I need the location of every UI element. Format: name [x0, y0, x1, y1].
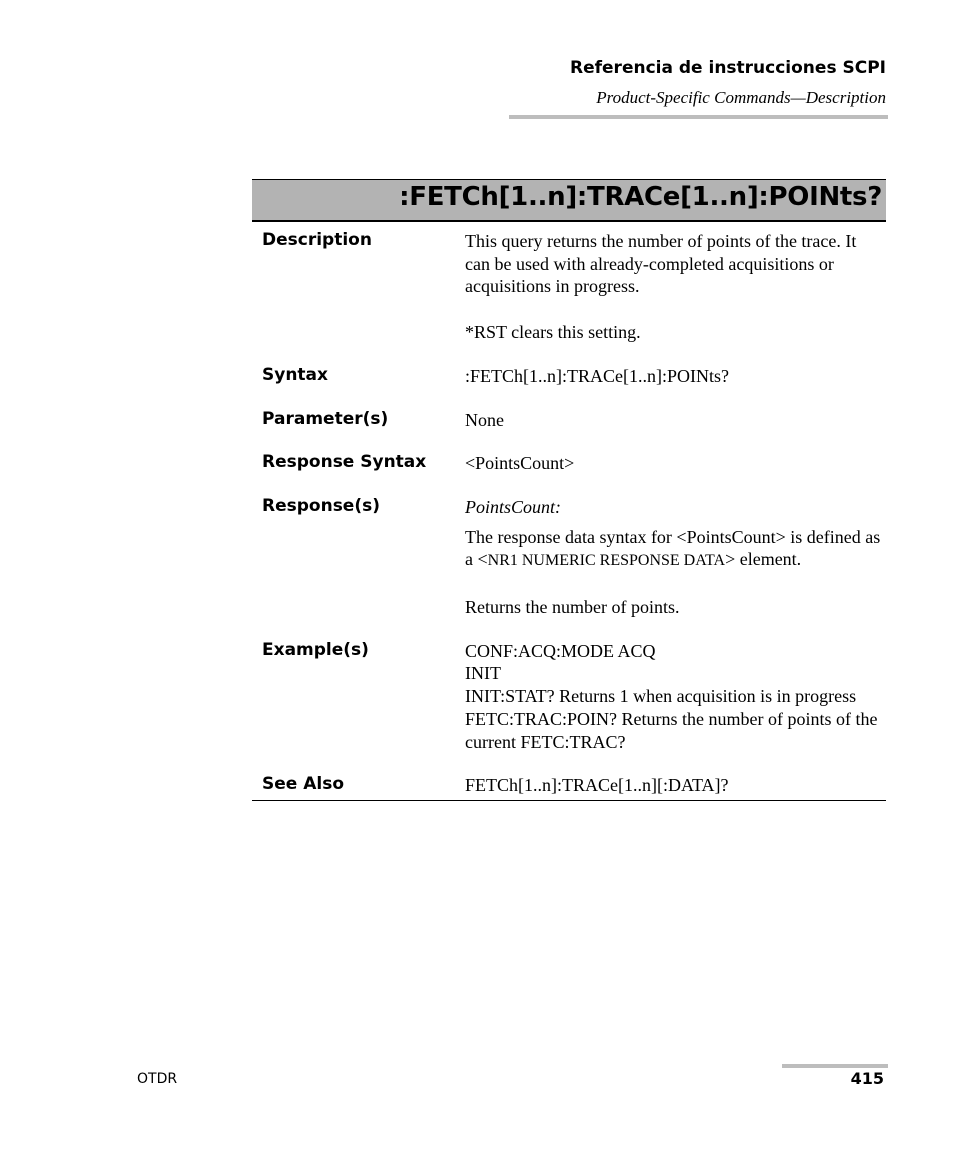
value-description	[465, 222, 881, 344]
response-syntax-text: <PointsCount>	[465, 453, 575, 474]
see-also-link: FETCh[1..n]:TRACe[1..n][:DATA]?	[465, 775, 729, 796]
response-parameter-name: PointsCount:	[465, 496, 562, 517]
label-responses: Response(s)	[262, 495, 380, 516]
row-response-syntax	[252, 444, 886, 475]
row-syntax	[252, 357, 886, 388]
row-see-also	[252, 766, 886, 797]
header-rule	[509, 115, 888, 119]
label-response-syntax: Response Syntax	[262, 452, 427, 473]
row-description	[252, 222, 886, 344]
row-parameters	[252, 401, 886, 432]
command-title-bar	[252, 179, 886, 222]
value-responses	[465, 488, 881, 619]
footer-product-name: OTDR	[137, 1071, 178, 1087]
label-examples: Example(s)	[262, 639, 369, 660]
value-parameters	[465, 401, 881, 432]
example-line: INIT:STAT? Returns 1 when acquisition is in progress	[465, 686, 857, 707]
value-syntax	[465, 357, 881, 388]
parameters-text: None	[465, 409, 504, 430]
footer-rule	[782, 1064, 888, 1068]
running-header-subtitle: Product-Specific Commands—Description	[596, 88, 886, 107]
row-responses	[252, 488, 886, 619]
label-see-also: See Also	[262, 774, 345, 795]
example-line: INIT	[465, 663, 501, 684]
value-examples	[465, 632, 881, 754]
example-line: FETC:TRAC:POIN? Returns the number of points of the current FETC:TRAC?	[465, 708, 878, 752]
running-header-title: Referencia de instrucciones SCPI	[570, 58, 886, 78]
example-line: CONF:ACQ:MODE ACQ	[465, 640, 656, 661]
syntax-text: :FETCh[1..n]:TRACe[1..n]:POINts?	[465, 365, 729, 386]
table-bottom-rule	[252, 800, 886, 801]
response-description-start: The response data syntax for <PointsCount> is defined as a <	[465, 526, 881, 570]
row-examples	[252, 632, 886, 754]
page-number: 415	[850, 1069, 884, 1088]
value-see-also	[465, 766, 881, 797]
label-description: Description	[262, 230, 372, 250]
command-reference-table	[252, 222, 886, 797]
response-description	[465, 526, 881, 573]
value-response-syntax	[465, 444, 881, 475]
response-data-type: NR1 NUMERIC RESPONSE DATA	[487, 552, 726, 570]
label-parameters: Parameter(s)	[262, 408, 389, 429]
description-rst-note: *RST clears this setting.	[465, 322, 641, 343]
label-syntax: Syntax	[262, 364, 328, 385]
description-text: This query returns the number of points of the trace. It can be used with already-completed acquisitions or acquisitions in progress.	[465, 231, 857, 297]
command-title: :FETCh[1..n]:TRACe[1..n]:POINts?	[399, 182, 882, 212]
response-description-end: > element.	[725, 549, 802, 570]
response-returns-note: Returns the number of points.	[465, 597, 680, 618]
